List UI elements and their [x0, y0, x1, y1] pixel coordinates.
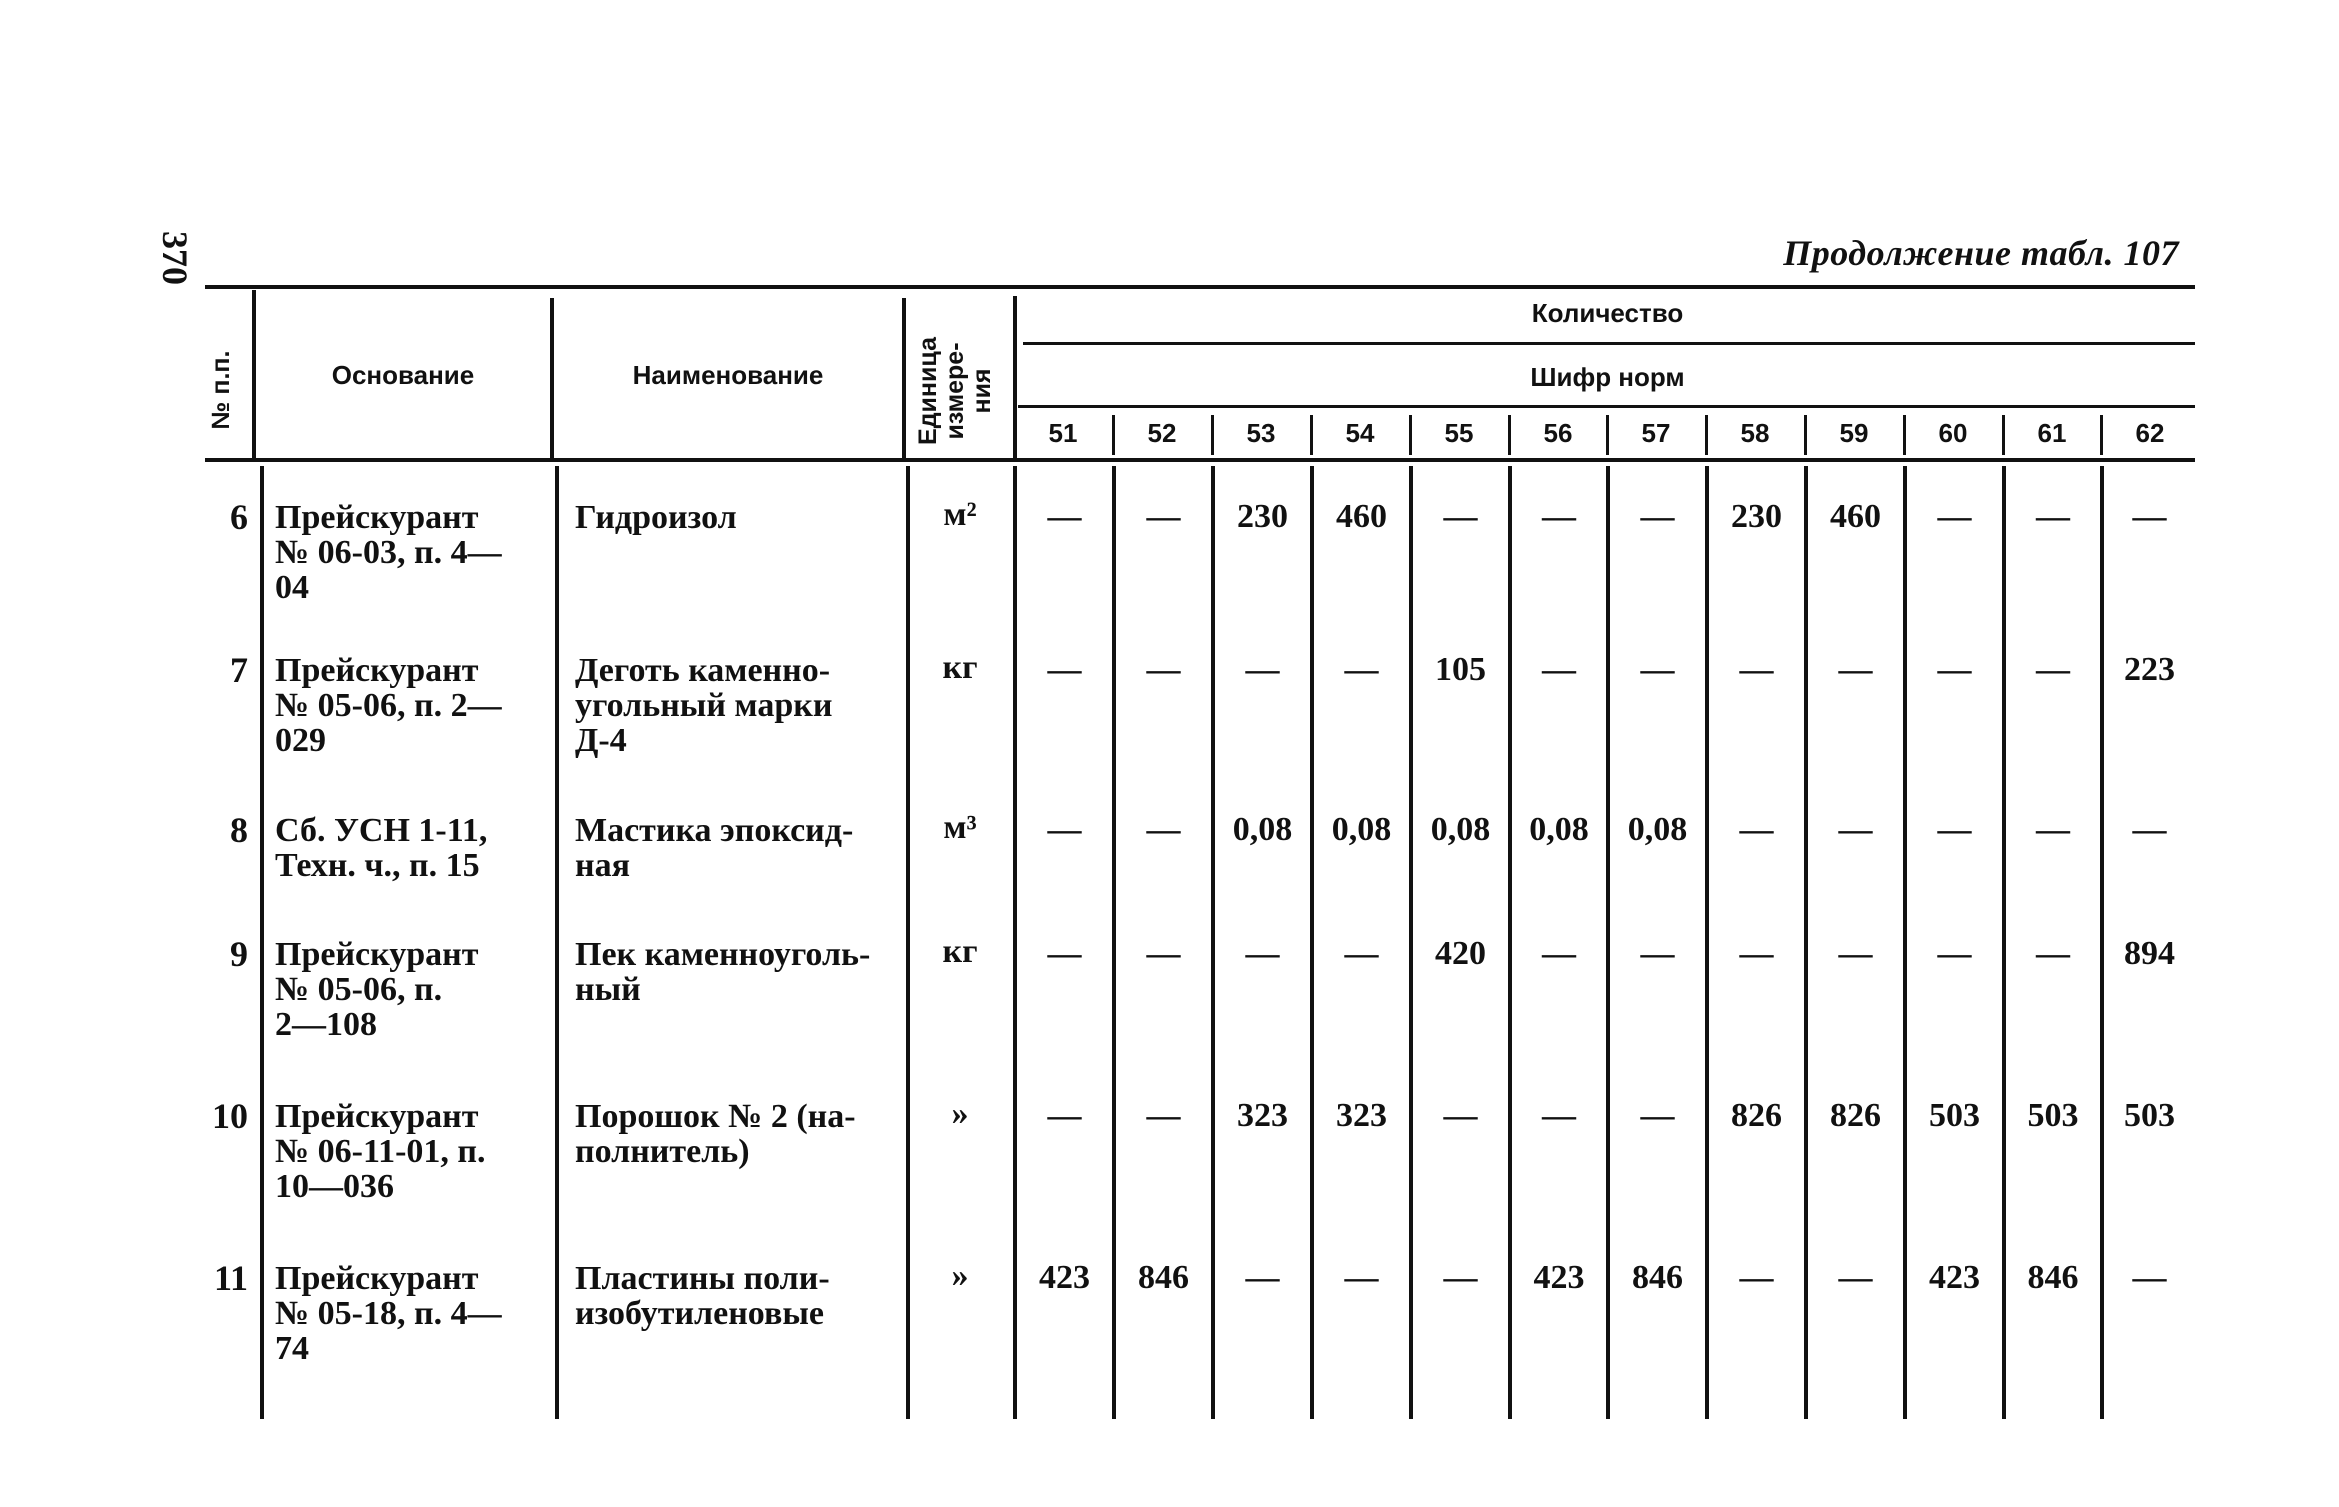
value-cell-56: — — [1542, 651, 1576, 688]
value-cell-59: 826 — [1830, 1097, 1881, 1134]
basis-line: Прейскурант — [275, 936, 479, 973]
basis-line: № 05-18, п. 4— — [275, 1295, 502, 1332]
value-cell-51: — — [1047, 935, 1082, 972]
value-cell-60: — — [1937, 498, 1972, 535]
unit-header — [915, 311, 1005, 471]
name-line: Пек каменноуголь- — [575, 936, 871, 973]
value-cell-56: — — [1542, 935, 1576, 972]
value-cell-60: — — [1937, 935, 1972, 972]
name-cell — [575, 1261, 890, 1331]
name-line: Деготь каменно- — [575, 652, 831, 689]
code-divider — [1211, 415, 1214, 455]
value-cell-52: 846 — [1138, 1259, 1189, 1296]
basis-line: 04 — [275, 569, 309, 606]
basis-line: № 05-06, п. 2— — [275, 687, 502, 724]
value-cell-58: — — [1739, 811, 1774, 848]
value-cell-57: — — [1640, 651, 1675, 688]
unit-cell: » — [951, 1095, 969, 1132]
value-cell-55: 0,08 — [1430, 811, 1491, 848]
value-cell-61: — — [2036, 651, 2070, 688]
basis-line: № 06-03, п. 4— — [275, 534, 502, 571]
value-cell-58: — — [1739, 651, 1774, 688]
row-number: 10 — [212, 1096, 248, 1136]
value-cell-55: 105 — [1435, 651, 1486, 688]
value-cell-59: — — [1838, 1259, 1873, 1296]
name-line: изобутиленовые — [575, 1295, 824, 1332]
value-cell-60: 503 — [1929, 1097, 1980, 1134]
unit-cell: кг — [942, 933, 978, 970]
unit-cell: » — [951, 1257, 969, 1294]
value-cell-59: — — [1838, 651, 1873, 688]
unit-cell: м³ — [943, 809, 977, 846]
quantity-header: Количество — [1531, 298, 1684, 328]
value-cell-57: — — [1640, 1097, 1675, 1134]
unit-cell: м² — [943, 496, 977, 533]
value-cell-53: 230 — [1237, 498, 1288, 535]
basis-line: 029 — [275, 722, 326, 759]
divider-basis-name — [550, 298, 554, 460]
norm-code-55: 55 — [1444, 418, 1474, 448]
value-cell-61: 846 — [2027, 1259, 2079, 1296]
value-cell-57: 0,08 — [1627, 811, 1688, 848]
value-cell-51: 423 — [1039, 1259, 1090, 1296]
basis-line: Прейскурант — [275, 499, 479, 536]
name-line: Гидроизол — [575, 499, 737, 536]
norm-code-header: Шифр норм — [1530, 362, 1685, 392]
basis-line: 2—108 — [275, 1006, 377, 1043]
name-line: полнитель) — [575, 1133, 750, 1170]
value-cell-54: — — [1344, 935, 1379, 972]
value-cell-53: 0,08 — [1232, 811, 1293, 848]
norm-code-60: 60 — [1938, 418, 1968, 448]
value-cell-57: 846 — [1632, 1259, 1683, 1296]
value-cell-53: — — [1245, 651, 1280, 688]
basis-cell — [275, 937, 540, 1042]
value-cell-51: — — [1047, 811, 1082, 848]
value-cell-53: — — [1245, 1259, 1280, 1296]
name-line: Пластины поли- — [575, 1260, 830, 1297]
divider-name-unit — [902, 298, 906, 460]
value-cell-51: — — [1047, 1097, 1082, 1134]
value-cell-62: — — [2132, 811, 2167, 848]
basis-line: 10—036 — [275, 1168, 394, 1205]
norm-code-62: 62 — [2135, 418, 2165, 448]
unit-header-line3: ния — [968, 368, 996, 414]
value-cell-54: 0,08 — [1331, 811, 1392, 848]
basis-cell — [275, 653, 540, 758]
value-cell-61: — — [2036, 935, 2070, 972]
name-cell — [575, 1099, 890, 1169]
norm-code-52: 52 — [1147, 418, 1177, 448]
basis-line: Сб. УСН 1-11, — [275, 812, 488, 849]
divider-no-basis — [252, 290, 256, 460]
norm-code-53: 53 — [1246, 418, 1276, 448]
value-cell-62: 503 — [2124, 1097, 2175, 1134]
code-divider — [1606, 415, 1609, 455]
value-cell-57: — — [1640, 498, 1675, 535]
value-cell-57: — — [1640, 935, 1675, 972]
value-cell-55: — — [1443, 1259, 1478, 1296]
norm-code-59: 59 — [1839, 418, 1869, 448]
name-line: Д-4 — [575, 722, 627, 759]
value-cell-54: 323 — [1336, 1097, 1387, 1134]
norm-code-61: 61 — [2037, 418, 2067, 448]
basis-line: Техн. ч., п. 15 — [275, 847, 480, 884]
name-cell — [575, 500, 890, 535]
value-cell-60: — — [1937, 651, 1972, 688]
value-cell-56: 423 — [1533, 1259, 1585, 1296]
row-number: 6 — [230, 497, 248, 537]
value-cell-52: — — [1146, 498, 1181, 535]
row-number: 9 — [230, 934, 248, 974]
value-cell-54: — — [1344, 651, 1379, 688]
code-divider — [1409, 415, 1412, 455]
value-cell-52: — — [1146, 935, 1181, 972]
table-top-rule — [205, 285, 2195, 289]
body-column-rule — [260, 466, 264, 1419]
row-number: 7 — [230, 650, 248, 690]
value-cell-53: — — [1245, 935, 1280, 972]
unit-header-line1: Единица — [914, 337, 942, 445]
basis-line: 74 — [275, 1330, 309, 1367]
value-cell-53: 323 — [1237, 1097, 1288, 1134]
value-cell-56: — — [1542, 498, 1576, 535]
value-cell-61: — — [2036, 811, 2070, 848]
name-header: Наименование — [632, 360, 824, 390]
header-bottom-rule — [205, 458, 2195, 462]
basis-line: Прейскурант — [275, 652, 479, 689]
basis-line: № 05-06, п. — [275, 971, 443, 1008]
name-line: Мастика эпоксид- — [575, 812, 854, 849]
unit-cell: кг — [942, 649, 978, 686]
page-number: 370 — [155, 231, 195, 285]
value-cell-62: — — [2132, 1259, 2167, 1296]
row-no-header: № п.п. — [207, 350, 235, 430]
code-divider — [2100, 415, 2103, 455]
value-cell-62: 894 — [2124, 935, 2175, 972]
quantity-rule — [1023, 342, 2195, 345]
value-cell-56: 0,08 — [1529, 811, 1589, 848]
row-number: 8 — [230, 810, 248, 850]
value-cell-58: — — [1739, 1259, 1774, 1296]
value-cell-55: — — [1443, 498, 1478, 535]
value-cell-61: — — [2036, 498, 2070, 535]
value-cell-55: 420 — [1435, 935, 1486, 972]
value-cell-58: 230 — [1731, 498, 1782, 535]
basis-cell — [275, 1099, 540, 1204]
name-cell — [575, 937, 890, 1007]
name-cell — [575, 813, 890, 883]
value-cell-51: — — [1047, 498, 1082, 535]
value-cell-61: 503 — [2027, 1097, 2079, 1134]
value-cell-52: — — [1146, 1097, 1181, 1134]
norm-code-54: 54 — [1345, 418, 1375, 448]
value-cell-62: — — [2132, 498, 2167, 535]
norm-code-58: 58 — [1740, 418, 1770, 448]
value-cell-51: — — [1047, 651, 1082, 688]
basis-header: Основание — [331, 360, 475, 390]
table-caption: Продолжение табл. 107 — [1783, 233, 2179, 273]
name-cell — [575, 653, 890, 758]
basis-line: Прейскурант — [275, 1098, 479, 1135]
basis-cell — [275, 500, 540, 605]
body-column-rule — [555, 466, 559, 1419]
name-line: Порошок № 2 (на- — [575, 1098, 856, 1135]
code-divider — [2002, 415, 2005, 455]
value-cell-59: — — [1838, 935, 1873, 972]
norm-code-rule — [1018, 405, 2195, 408]
value-cell-56: — — [1542, 1097, 1576, 1134]
basis-line: № 06-11-01, п. — [275, 1133, 486, 1170]
norm-code-51: 51 — [1048, 418, 1078, 448]
value-cell-59: 460 — [1830, 498, 1881, 535]
value-cell-52: — — [1146, 811, 1181, 848]
code-divider — [1705, 415, 1708, 455]
name-line: ный — [575, 971, 641, 1008]
norm-code-57: 57 — [1641, 418, 1671, 448]
basis-line: Прейскурант — [275, 1260, 479, 1297]
code-divider — [1112, 415, 1115, 455]
value-cell-60: 423 — [1929, 1259, 1980, 1296]
value-cell-54: 460 — [1336, 498, 1387, 535]
norm-code-56: 56 — [1543, 418, 1573, 448]
unit-header-line2: измере- — [941, 342, 969, 440]
code-divider — [1310, 415, 1313, 455]
value-cell-59: — — [1838, 811, 1873, 848]
code-divider — [1804, 415, 1807, 455]
name-line: угольный марки — [575, 687, 833, 724]
code-divider — [1903, 415, 1906, 455]
name-line: ная — [575, 847, 630, 884]
code-divider — [1508, 415, 1511, 455]
basis-cell — [275, 1261, 540, 1366]
value-cell-58: — — [1739, 935, 1774, 972]
value-cell-54: — — [1344, 1259, 1379, 1296]
value-cell-52: — — [1146, 651, 1181, 688]
value-cell-62: 223 — [2124, 651, 2175, 688]
value-cell-60: — — [1937, 811, 1972, 848]
basis-cell — [275, 813, 540, 883]
value-cell-58: 826 — [1731, 1097, 1782, 1134]
value-cell-55: — — [1443, 1097, 1478, 1134]
row-number: 11 — [213, 1258, 248, 1298]
